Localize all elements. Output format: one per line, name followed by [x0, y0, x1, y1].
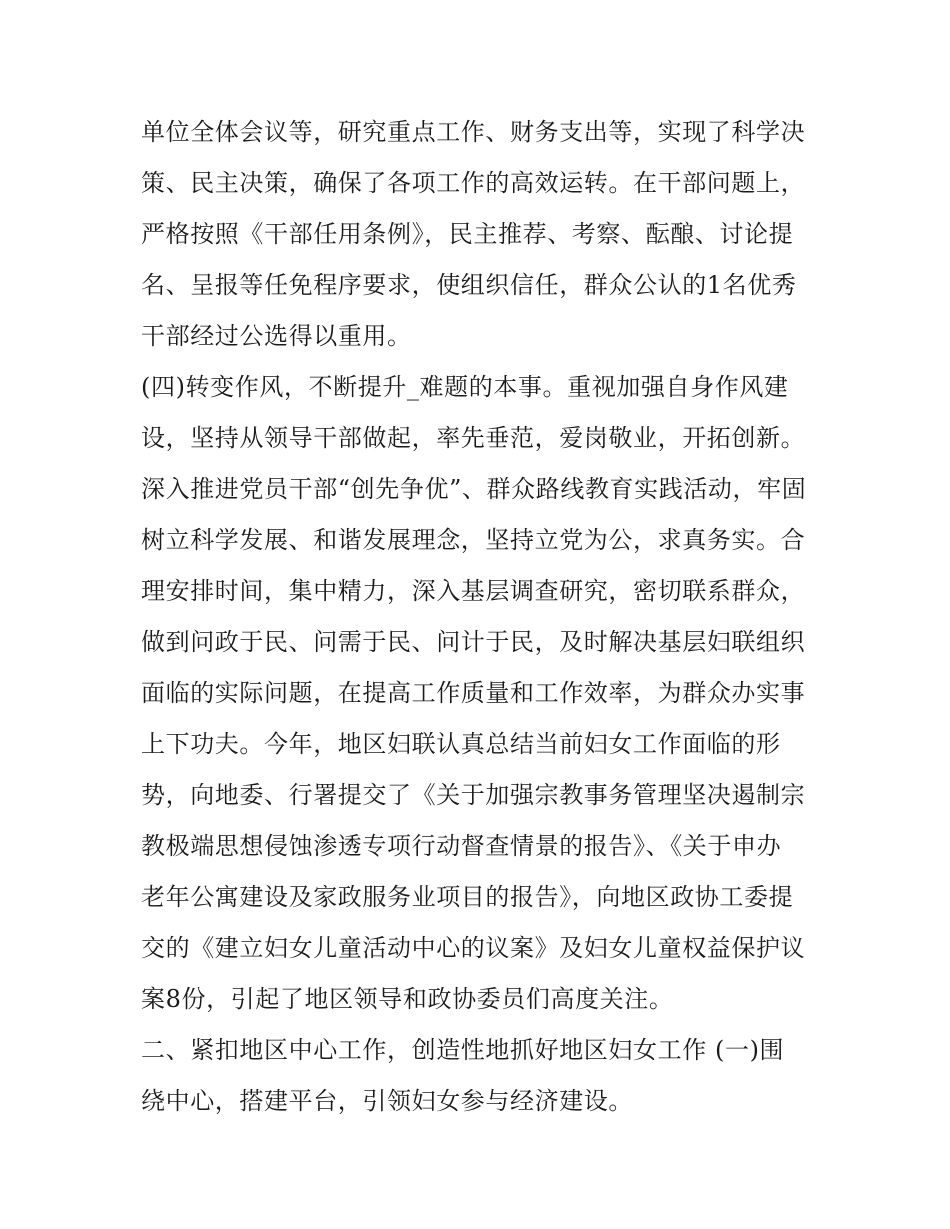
text-line: 设，坚持从领导干部做起，率先垂范，爱岗敬业，开拓创新。 — [141, 424, 806, 452]
document-body — [141, 107, 821, 1127]
text-line: 策、民主决策，确保了各项工作的高效运转。在干部问题上， — [141, 169, 806, 197]
text-line: 上下功夫。今年，地区妇联认真总结当前妇女工作面临的形 — [141, 730, 781, 758]
text-line: 交的《建立妇女儿童活动中心的议案》及妇女儿童权益保护议 — [141, 934, 806, 962]
text-line: 树立科学发展、和谐发展理念，坚持立党为公，求真务实。合 — [141, 526, 806, 554]
text-line: 势，向地委、行署提交了《关于加强宗教事务管理坚决遏制宗 — [141, 781, 806, 809]
text-line: 深入推进党员干部“创先争优”、群众路线教育实践活动，牢固 — [141, 475, 807, 503]
section-heading-line: 二、紧扣地区中心工作，创造性地抓好地区妇女工作 (一)围 — [141, 1036, 785, 1064]
text-line: 绕中心，搭建平台，引领妇女参与经济建设。 — [141, 1087, 633, 1115]
text-line: 案8份，引起了地区领导和政协委员们高度关注。 — [141, 985, 674, 1013]
section-heading-line: (四)转变作风，不断提升_难题的本事。重视加强自身作风建 — [141, 373, 789, 401]
text-line: 干部经过公选得以重用。 — [141, 322, 412, 350]
text-line: 理安排时间，集中精力，深入基层调查研究，密切联系群众， — [141, 577, 806, 605]
text-line: 名、呈报等任免程序要求，使组织信任，群众公认的1名优秀 — [141, 271, 797, 299]
text-line: 严格按照《干部任用条例》，民主推荐、考察、酝酿、讨论提 — [141, 220, 794, 248]
text-line: 单位全体会议等，研究重点工作、财务支出等，实现了科学决 — [141, 118, 806, 146]
text-line: 老年公寓建设及家政服务业项目的报告》，向地区政协工委提 — [141, 883, 794, 911]
text-line: 面临的实际问题，在提高工作质量和工作效率，为群众办实事 — [141, 679, 806, 707]
text-line: 教极端思想侵蚀渗透专项行动督查情景的报告》、《关于申办 — [141, 832, 782, 860]
text-line: 做到问政于民、问需于民、问计于民，及时解决基层妇联组织 — [141, 628, 806, 656]
